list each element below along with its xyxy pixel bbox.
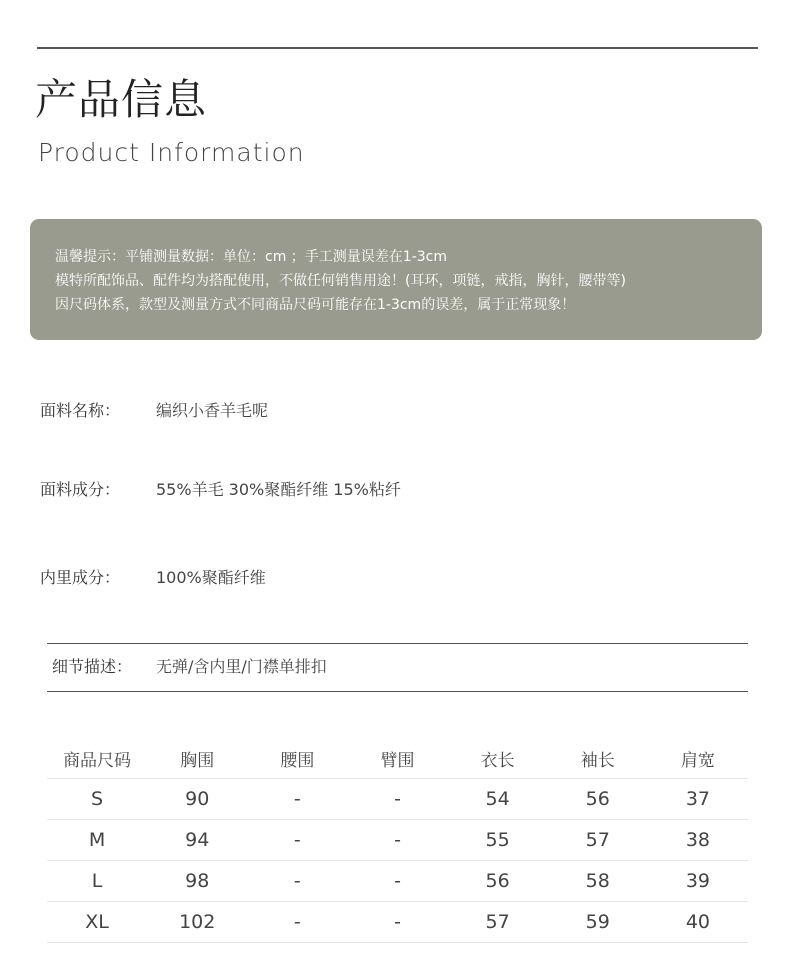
detail-row xyxy=(52,656,327,678)
column-header-arm: 臂围 xyxy=(347,738,447,779)
notice-line: 温馨提示：平铺测量数据：单位：cm ；手工测量误差在1-3cm xyxy=(55,249,447,265)
column-header-sleeve: 袖长 xyxy=(548,738,648,779)
table-cell: 38 xyxy=(648,820,748,861)
table-cell: 57 xyxy=(548,820,648,861)
column-header-shoulder: 肩宽 xyxy=(648,738,748,779)
table-cell: L xyxy=(47,861,147,902)
detail-label: 细节描述： xyxy=(52,657,133,676)
table-cell: M xyxy=(47,820,147,861)
table-cell: 98 xyxy=(147,861,247,902)
table-row xyxy=(47,861,748,902)
detail-bottom-divider xyxy=(47,691,748,692)
notice-line: 因尺码体系，款型及测量方式不同商品尺码可能存在1-3cm的误差，属于正常现象！ xyxy=(55,297,576,313)
page-subtitle: Product Information xyxy=(38,138,305,167)
column-header-size: 商品尺码 xyxy=(47,738,147,779)
column-header-waist: 腰围 xyxy=(247,738,347,779)
table-cell: 94 xyxy=(147,820,247,861)
notice-line: 模特所配饰品、配件均为搭配使用，不做任何销售用途！(耳环，项链，戒指，胸针，腰带等) xyxy=(55,273,626,289)
table-cell: 90 xyxy=(147,779,247,820)
detail-value: 无弹/含内里/门襟单排扣 xyxy=(156,657,327,676)
fabric-composition-value: 55%羊毛 30%聚酯纤维 15%粘纤 xyxy=(156,480,401,499)
table-cell: - xyxy=(347,820,447,861)
page-title: 产品信息 xyxy=(35,75,208,124)
table-cell: - xyxy=(347,779,447,820)
table-cell: 56 xyxy=(448,861,548,902)
fabric-composition-label: 面料成分： xyxy=(40,480,121,499)
table-cell: 40 xyxy=(648,902,748,943)
table-cell: 102 xyxy=(147,902,247,943)
table-cell: - xyxy=(247,820,347,861)
lining-composition-label: 内里成分： xyxy=(40,568,121,587)
column-header-chest: 胸围 xyxy=(147,738,247,779)
notice-box xyxy=(30,219,762,340)
table-cell: 55 xyxy=(448,820,548,861)
table-cell: 37 xyxy=(648,779,748,820)
table-cell: 54 xyxy=(448,779,548,820)
table-cell: S xyxy=(47,779,147,820)
lining-composition-value: 100%聚酯纤维 xyxy=(156,568,266,587)
table-cell: - xyxy=(347,902,447,943)
table-cell: 57 xyxy=(448,902,548,943)
table-cell: 56 xyxy=(548,779,648,820)
size-table-header-row xyxy=(47,738,748,779)
detail-top-divider xyxy=(47,643,748,644)
table-cell: XL xyxy=(47,902,147,943)
table-cell: - xyxy=(247,861,347,902)
table-row xyxy=(47,902,748,943)
table-cell: - xyxy=(247,779,347,820)
fabric-name-label: 面料名称： xyxy=(40,401,121,420)
table-cell: 58 xyxy=(548,861,648,902)
table-row xyxy=(47,820,748,861)
table-row xyxy=(47,779,748,820)
table-cell: 39 xyxy=(648,861,748,902)
top-divider xyxy=(37,47,758,49)
table-cell: - xyxy=(347,861,447,902)
table-cell: 59 xyxy=(548,902,648,943)
table-cell: - xyxy=(247,902,347,943)
column-header-length: 衣长 xyxy=(448,738,548,779)
size-table xyxy=(47,738,748,943)
fabric-name-value: 编织小香羊毛呢 xyxy=(156,401,269,420)
